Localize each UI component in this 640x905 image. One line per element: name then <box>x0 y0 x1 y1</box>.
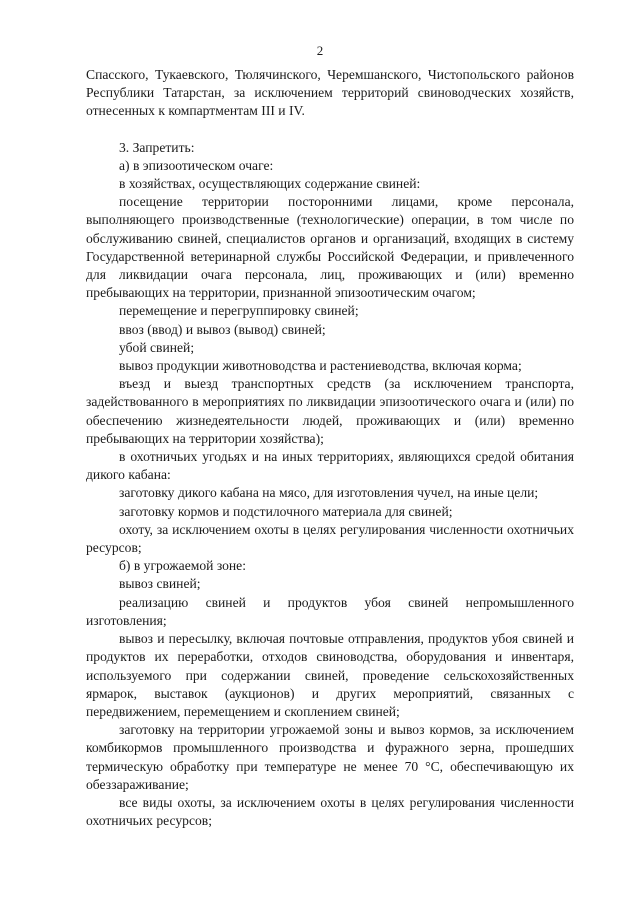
document-body <box>86 66 574 830</box>
paragraph: Спасского, Тукаевского, Тюлячинского, Черемшанского, Чистопольского районов Республики Татарстан, за исключением территорий свиноводческих хозяйств, отнесенных к компартментам III и IV. <box>86 67 574 119</box>
paragraph: заготовку кормов и подстилочного материала для свиней; <box>119 503 453 519</box>
paragraph: в охотничьих угодьях и на иных территориях, являющихся средой обитания дикого кабана: <box>86 449 574 483</box>
paragraph: б) в угрожаемой зоне: <box>119 558 246 574</box>
paragraph: вывоз продукции животноводства и растениеводства, включая корма; <box>119 358 522 374</box>
paragraph: убой свиней; <box>119 339 195 355</box>
paragraph: вывоз свиней; <box>119 576 201 592</box>
paragraph: заготовку на территории угрожаемой зоны и вывоз кормов, за исключением комбикормов промышленного производства и фуражного зерна, прошедших термическую обработку при температуре не менее 70 °С, обеспечивающую их обеззараживание; <box>86 722 574 792</box>
paragraph: посещение территории посторонними лицами, кроме персонала, выполняющего производственные (технологические) операции, в том числе по обслуживанию свиней, специалистов органов и организаций, входящих в систему Государственной ветеринарной службы Российской Федерации, и привлеченного для ликвидации очага персонала, лиц, проживающих и (или) временно пребывающих на территории, признанной эпизоотическим очагом; <box>86 194 574 301</box>
paragraph: в хозяйствах, осуществляющих содержание свиней: <box>119 176 421 192</box>
paragraph: охоту, за исключением охоты в целях регулирования численности охотничьих ресурсов; <box>86 521 574 556</box>
paragraph: перемещение и перегруппировку свиней; <box>119 303 359 319</box>
paragraph: все виды охоты, за исключением охоты в целях регулирования численности охотничьих ресурсов; <box>86 794 574 829</box>
paragraph: реализацию свиней и продуктов убоя свиней непромышленного изготовления; <box>86 594 574 628</box>
paragraph: 3. Запретить: <box>119 139 195 155</box>
paragraph: вывоз и пересылку, включая почтовые отправления, продуктов убоя свиней и продуктов их переработки, отходов свиноводства, оборудования и инвентаря, используемого при содержании свиней, проведение сельскохозяйственных ярмарок, выставок (аукционов) и других мероприятий, связанных с передвижением, перемещением и скоплением свиней; <box>86 631 574 719</box>
paragraph: а) в эпизоотическом очаге: <box>119 157 274 173</box>
paragraph: ввоз (ввод) и вывоз (вывод) свиней; <box>119 321 326 337</box>
page-number: 2 <box>316 43 324 58</box>
paragraph: въезд и выезд транспортных средств (за исключением транспорта, задействованного в мероприятиях по ликвидации эпизоотического очага и (или) по обеспечению жизнедеятельности людей, проживающих и (или) временно пребывающих на территории хозяйства); <box>86 376 574 446</box>
paragraph: заготовку дикого кабана на мясо, для изготовления чучел, на иные цели; <box>119 485 539 501</box>
